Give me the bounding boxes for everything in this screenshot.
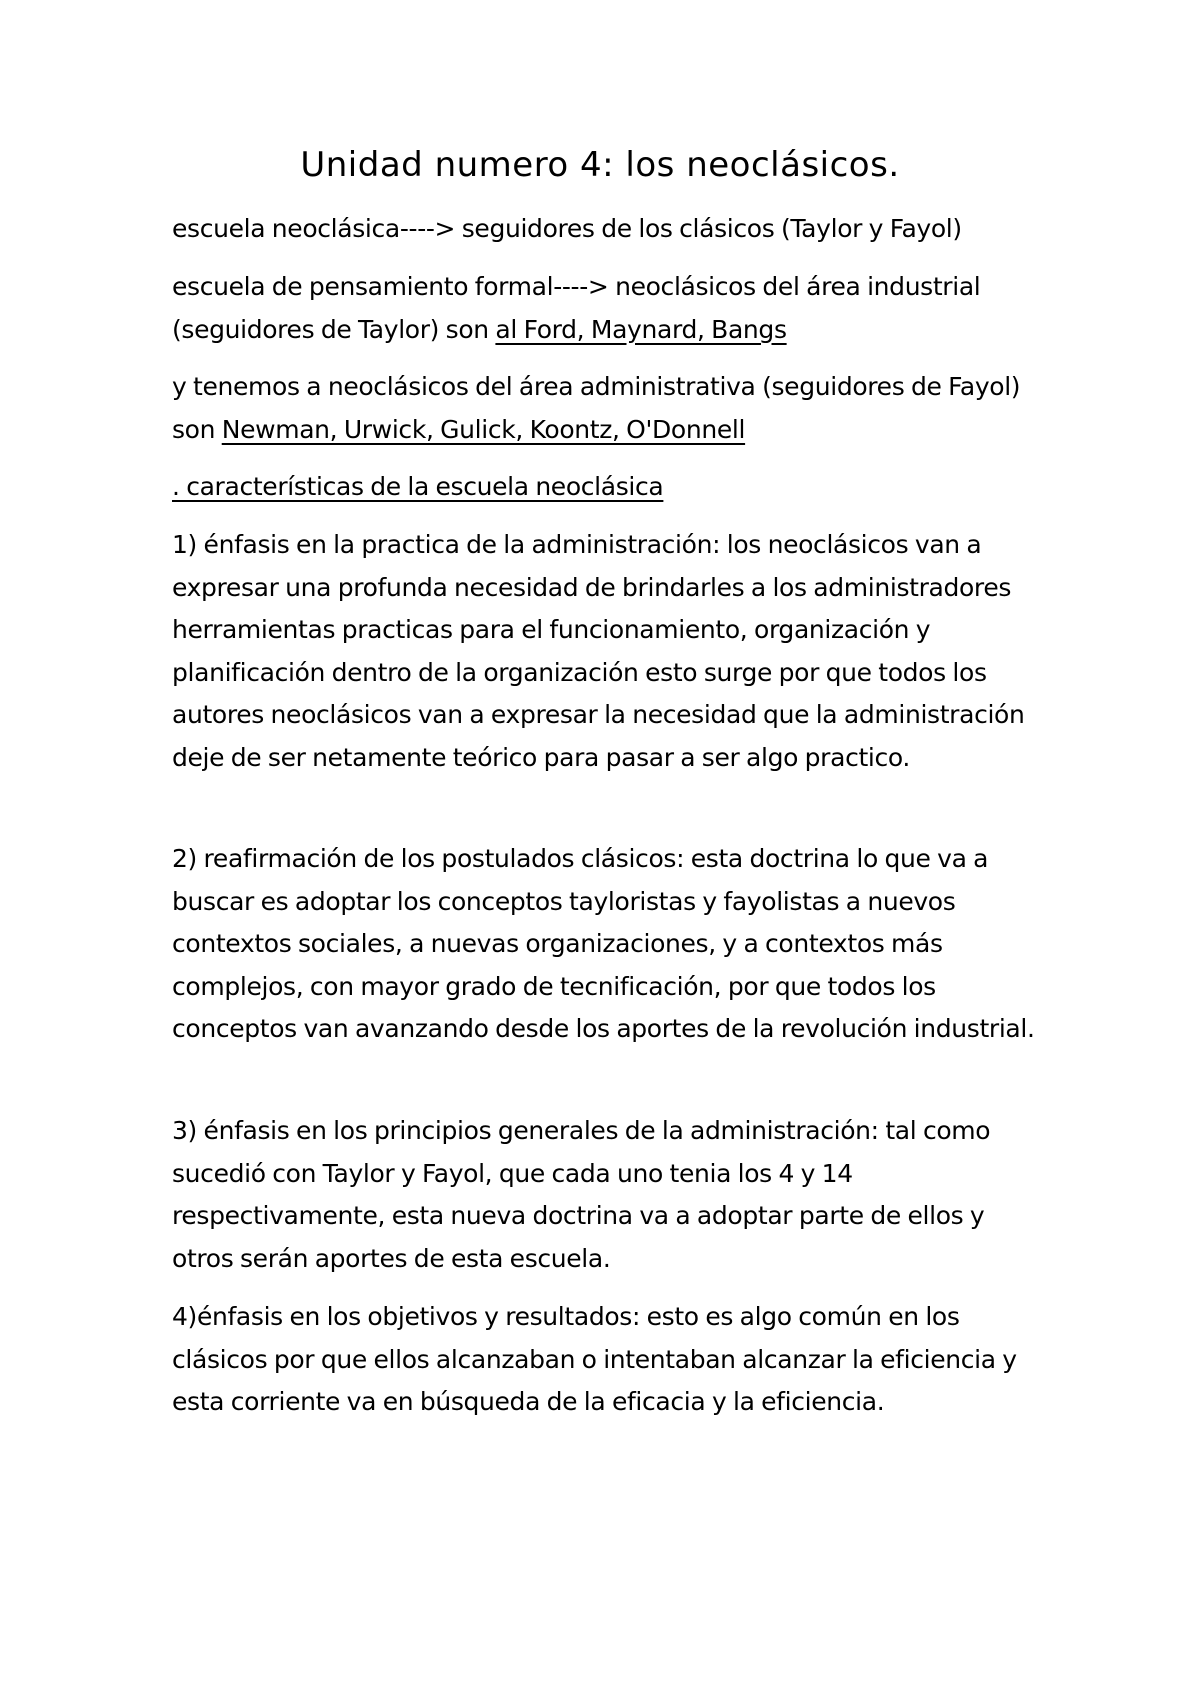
formal-school-text: escuela de pensamiento formal----> neoclásicos del área industrial (seguidores de Taylor) son: [172, 272, 981, 344]
characteristics-heading: . características de la escuela neoclásica: [172, 472, 664, 501]
point-3-block: [172, 1110, 1042, 1280]
point-2: 2) reafirmación de los postulados clásicos: esta doctrina lo que va a buscar es adoptar los conceptos tayloristas y fayolistas a nuevos contextos sociales, a nuevas organizaciones, y a contextos más complejos, con mayor grado de tecnificación, por que todos los conceptos van avanzando desde los aportes de la revolución industrial.: [172, 844, 1035, 1043]
administrative-area-text: y tenemos a neoclásicos del área administrativa (seguidores de Fayol) son: [172, 372, 1021, 444]
characteristics-heading-block: [172, 466, 1042, 509]
point-3: 3) énfasis en los principios generales de la administración: tal como sucedió con Taylor y Fayol, que cada uno tenia los 4 y 14 respectivamente, esta nueva doctrina va a adoptar parte de ellos y otros serán aportes de esta escuela.: [172, 1116, 991, 1273]
point-1: 1) énfasis en la practica de la administración: los neoclásicos van a expresar una profunda necesidad de brindarles a los administradores herramientas practicas para el funcionamiento, organización y planificación dentro de la organización esto surge por que todos los autores neoclásicos van a expresar la necesidad que la administración deje de ser netamente teórico para pasar a ser algo practico.: [172, 530, 1025, 772]
point-1-block: [172, 524, 1042, 779]
intro-line-text: escuela neoclásica----> seguidores de los clásicos (Taylor y Fayol): [172, 214, 962, 243]
point-4: 4)énfasis en los objetivos y resultados: esto es algo común en los clásicos por que ellos alcanzaban o intentaban alcanzar la eficiencia y esta corriente va en búsqueda de la eficacia y la eficiencia.: [172, 1302, 1017, 1416]
administrative-authors-list: Newman, Urwick, Gulick, Koontz, O'Donnell: [221, 414, 746, 444]
point-2-block: [172, 838, 1042, 1051]
document-title: Unidad numero 4: los neoclásicos.: [300, 145, 900, 185]
point-4-block: [172, 1296, 1042, 1424]
industrial-authors-list: al Ford, Maynard, Bangs: [495, 314, 787, 344]
intro-line: [172, 208, 1042, 251]
administrative-area-paragraph: [172, 366, 1042, 451]
formal-school-paragraph: [172, 266, 1042, 351]
